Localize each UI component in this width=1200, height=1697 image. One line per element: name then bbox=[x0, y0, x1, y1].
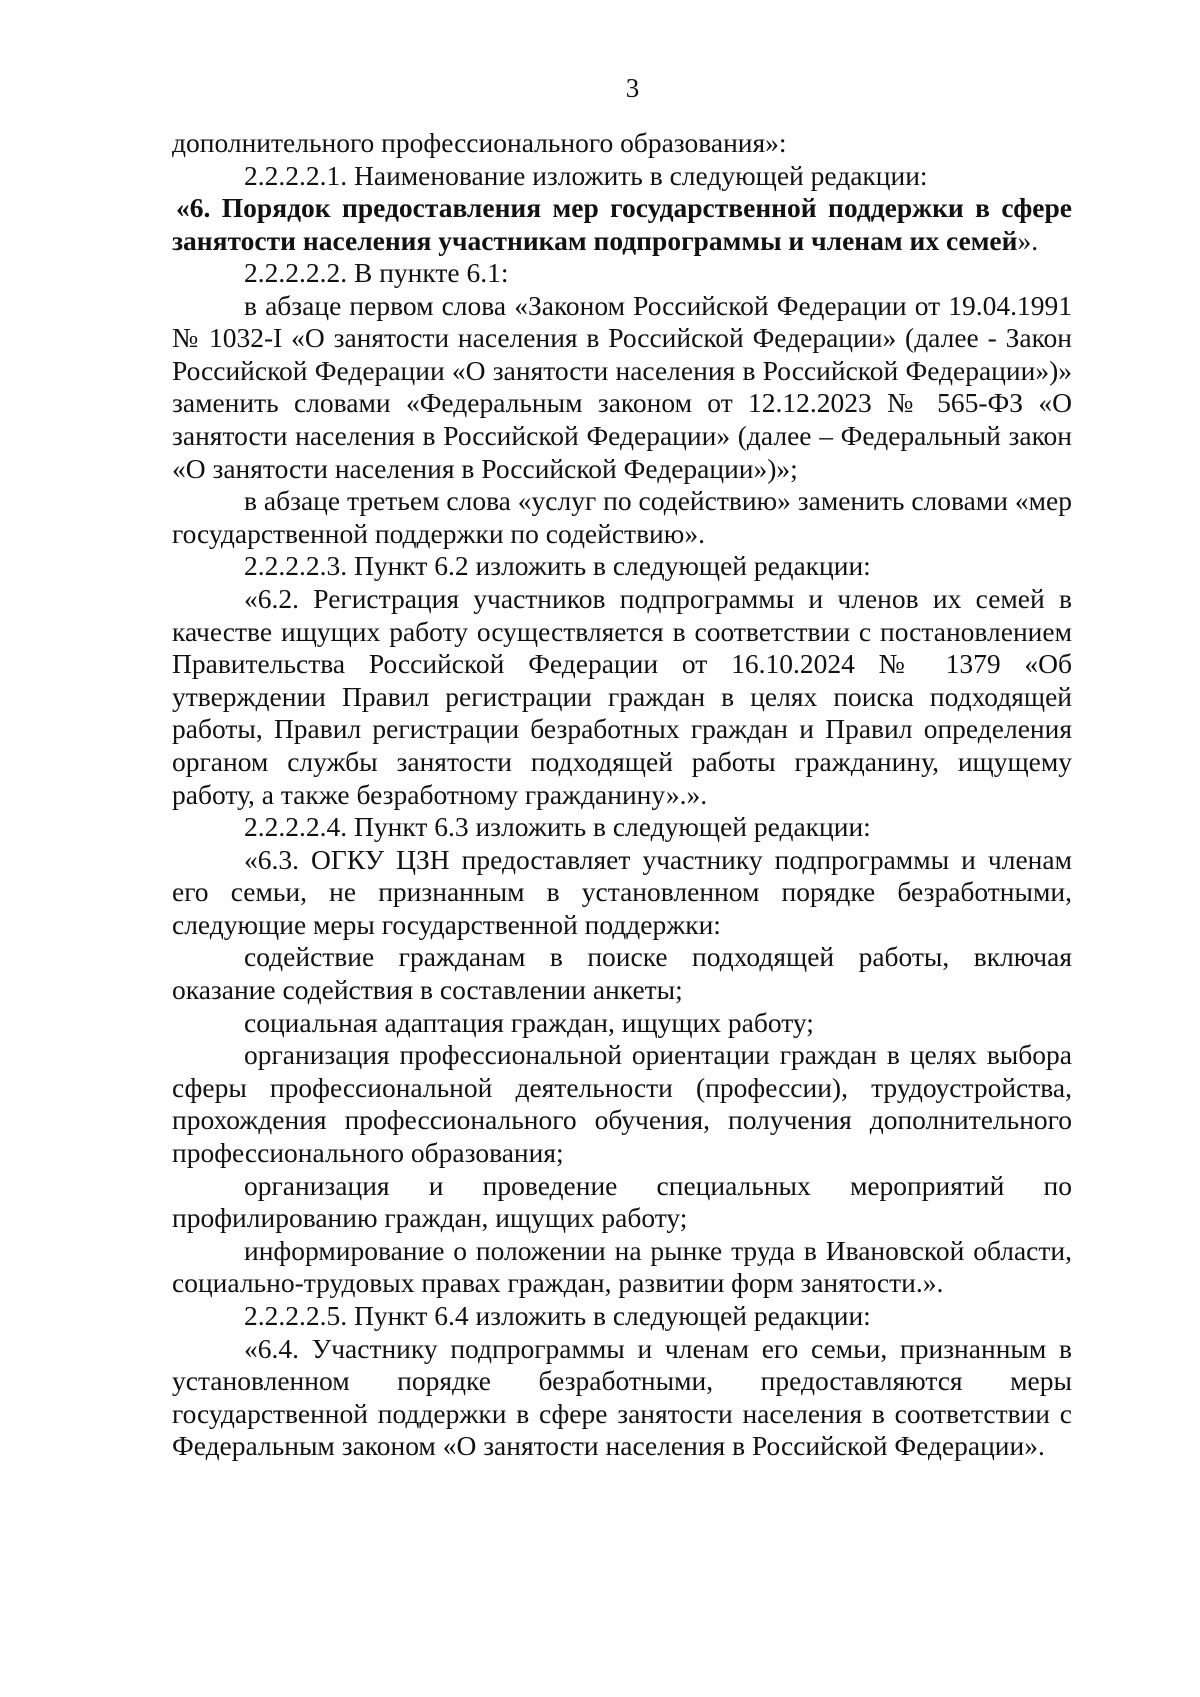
paragraph-point-6-2: «6.2. Регистрация участников подпрограммы и членов их семей в качестве ищущих работу осуществляется в соответствии с постановлением Правительства Российской Федерации от 16.10.2024 № 1379 «Об утверждении Правил регистрации граждан в целях поиска подходящей работы, Правил регистрации безработных граждан и Правил определения органом службы занятости подходящей работы гражданину, ищущему работу, а также безработному гражданину».». bbox=[172, 582, 1072, 810]
paragraph-point-6-4: «6.4. Участнику подпрограммы и членам его семьи, признанным в установленном порядке безработными, предоставляются меры государственной поддержки в сфере занятости населения в соответствии с Федеральным законом «О занятости населения в Российской Федерации». bbox=[172, 1332, 1072, 1462]
paragraph-item-2-2-2-2-1: 2.2.2.2.1. Наименование изложить в следующей редакции: bbox=[244, 159, 928, 191]
paragraph-measure-career-guidance: организация профессиональной ориентации граждан в целях выбора сферы профессиональной деятельности (профессии), трудоустройства, прохождения профессионального обучения, получения дополнительного профессионального образования; bbox=[172, 1039, 1072, 1169]
paragraph-measure-social-adaptation: социальная адаптация граждан, ищущих работу; bbox=[244, 1006, 814, 1038]
page-number: 3 bbox=[625, 73, 640, 103]
section-heading-text: «6. Порядок предоставления мер государственной поддержки в сфере занятости населения участникам подпрограммы и членам их семей bbox=[172, 192, 1072, 256]
section-heading bbox=[172, 192, 1072, 257]
paragraph-measure-informing: информирование о положении на рынке труда в Ивановской области, социально-трудовых правах граждан, развитии форм занятости.». bbox=[172, 1234, 1072, 1299]
paragraph-measure-job-search: содействие гражданам в поиске подходящей работы, включая оказание содействия в составлении анкеты; bbox=[172, 941, 1072, 1006]
paragraph-item-2-2-2-2-5: 2.2.2.2.5. Пункт 6.4 изложить в следующей редакции: bbox=[244, 1300, 871, 1331]
document-body bbox=[172, 127, 1072, 1463]
paragraph-point-6-3: «6.3. ОГКУ ЦЗН предоставляет участнику подпрограммы и членам его семьи, не признанным в установленном порядке безработными, следующие меры государственной поддержки: bbox=[172, 843, 1072, 940]
paragraph-item-2-2-2-2-2: 2.2.2.2.2. В пункте 6.1: bbox=[244, 257, 509, 288]
paragraph-third-abzac: в абзаце третьем слова «услуг по содействию» заменить словами «мер государственной поддержки по содействию». bbox=[172, 485, 1072, 549]
paragraph-item-2-2-2-2-4: 2.2.2.2.4. Пункт 6.3 изложить в следующей редакции: bbox=[244, 811, 871, 843]
paragraph-item-2-2-2-2-3: 2.2.2.2.3. Пункт 6.2 изложить в следующей редакции: bbox=[244, 550, 871, 582]
section-heading-tail: ». bbox=[1017, 224, 1039, 256]
paragraph-measure-profiling: организация и проведение специальных мероприятий по профилированию граждан, ищущих работу; bbox=[172, 1169, 1072, 1234]
paragraph-continuation: дополнительного профессионального образования»: bbox=[172, 127, 787, 158]
paragraph-first-abzac: в абзаце первом слова «Законом Российской Федерации от 19.04.1991 № 1032-I «О занятости населения в Российской Федерации» (далее - Закон Российской Федерации «О занятости населения в Российской Федерации»)» заменить словами «Федеральным законом от 12.12.2023 № 565-ФЗ «О занятости населения в Российской Федерации» (далее – Федеральный закон «О занятости населения в Российской Федерации»)»; bbox=[172, 289, 1072, 484]
